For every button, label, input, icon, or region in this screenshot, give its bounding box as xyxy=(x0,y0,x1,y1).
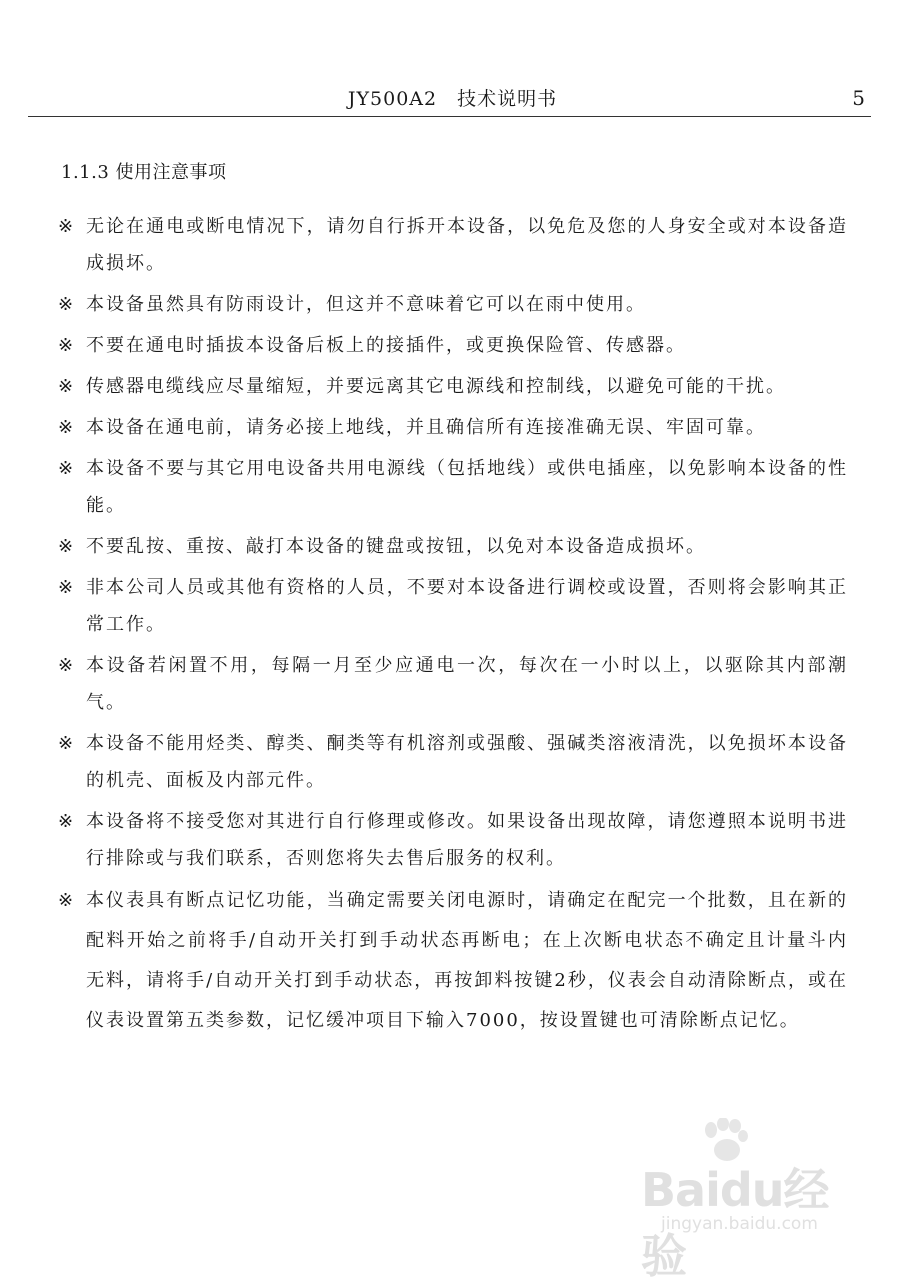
document-title: JY500A2 技术说明书 xyxy=(347,88,558,110)
precaution-text: 传感器电缆线应尽量缩短，并要远离其它电源线和控制线，以避免可能的干扰。 xyxy=(86,376,786,397)
precaution-text: 本设备不能用烃类、醇类、酮类等有机溶剂或强酸、强碱类溶液清洗，以免损坏本设备的机壳、面板及内部元件。 xyxy=(86,733,848,791)
reference-mark-icon: ※ xyxy=(58,577,76,598)
reference-mark-icon: ※ xyxy=(58,294,76,315)
precaution-text: 无论在通电或断电情况下，请勿自行拆开本设备，以免危及您的人身安全或对本设备造成损坏。 xyxy=(86,216,848,274)
precautions-list xyxy=(58,208,848,1045)
precaution-text: 本设备将不接受您对其进行自行修理或修改。如果设备出现故障，请您遵照本说明书进行排除或与我们联系，否则您将失去售后服务的权利。 xyxy=(86,811,848,869)
precaution-text: 本设备若闲置不用，每隔一月至少应通电一次，每次在一小时以上，以驱除其内部潮气。 xyxy=(86,655,848,713)
list-item xyxy=(58,208,848,282)
reference-mark-icon: ※ xyxy=(58,216,76,237)
list-item xyxy=(58,725,848,799)
list-item xyxy=(58,569,848,643)
reference-mark-icon: ※ xyxy=(58,890,76,911)
list-item xyxy=(58,647,848,721)
header-divider xyxy=(28,116,871,117)
list-item xyxy=(58,803,848,877)
reference-mark-icon: ※ xyxy=(58,335,76,356)
reference-mark-icon: ※ xyxy=(58,536,76,557)
precaution-text: 本仪表具有断点记忆功能，当确定需要关闭电源时，请确定在配完一个批数，且在新的配料开始之前将手/自动开关打到手动状态再断电；在上次断电状态不确定且计量斗内无料，请将手/自动开关打到手动状态，再按卸料按键2秒，仪表会自动清除断点，或在仪表设置第五类参数，记忆缓冲项目下输入7000，按设置键也可清除断点记忆。 xyxy=(86,890,848,1031)
precaution-text: 不要在通电时插拔本设备后板上的接插件，或更换保险管、传感器。 xyxy=(86,335,686,356)
reference-mark-icon: ※ xyxy=(58,733,76,754)
watermark-url: jingyan.baidu.com xyxy=(661,1214,818,1234)
precaution-text: 非本公司人员或其他有资格的人员，不要对本设备进行调校或设置，否则将会影响其正常工作。 xyxy=(86,577,848,635)
baidu-jingyan-watermark xyxy=(633,1118,863,1283)
list-item xyxy=(58,327,848,364)
list-item xyxy=(58,368,848,405)
reference-mark-icon: ※ xyxy=(58,811,76,832)
list-item xyxy=(58,528,848,565)
section-heading: 1.1.3 使用注意事项 xyxy=(61,162,227,183)
reference-mark-icon: ※ xyxy=(58,376,76,397)
page-number: 5 xyxy=(852,86,865,110)
precaution-text: 本设备在通电前，请务必接上地线，并且确信所有连接准确无误、牢固可靠。 xyxy=(86,417,766,438)
list-item xyxy=(58,881,848,1041)
precaution-text: 本设备虽然具有防雨设计，但这并不意味着它可以在雨中使用。 xyxy=(86,294,646,315)
list-item xyxy=(58,409,848,446)
reference-mark-icon: ※ xyxy=(58,417,76,438)
list-item xyxy=(58,450,848,524)
list-item xyxy=(58,286,848,323)
watermark-logo: Baidu经验 xyxy=(641,1163,829,1283)
reference-mark-icon: ※ xyxy=(58,655,76,676)
page-header xyxy=(0,84,905,116)
precaution-text: 不要乱按、重按、敲打本设备的键盘或按钮，以免对本设备造成损坏。 xyxy=(86,536,706,557)
precaution-text: 本设备不要与其它用电设备共用电源线（包括地线）或供电插座，以免影响本设备的性能。 xyxy=(86,458,848,516)
reference-mark-icon: ※ xyxy=(58,458,76,479)
